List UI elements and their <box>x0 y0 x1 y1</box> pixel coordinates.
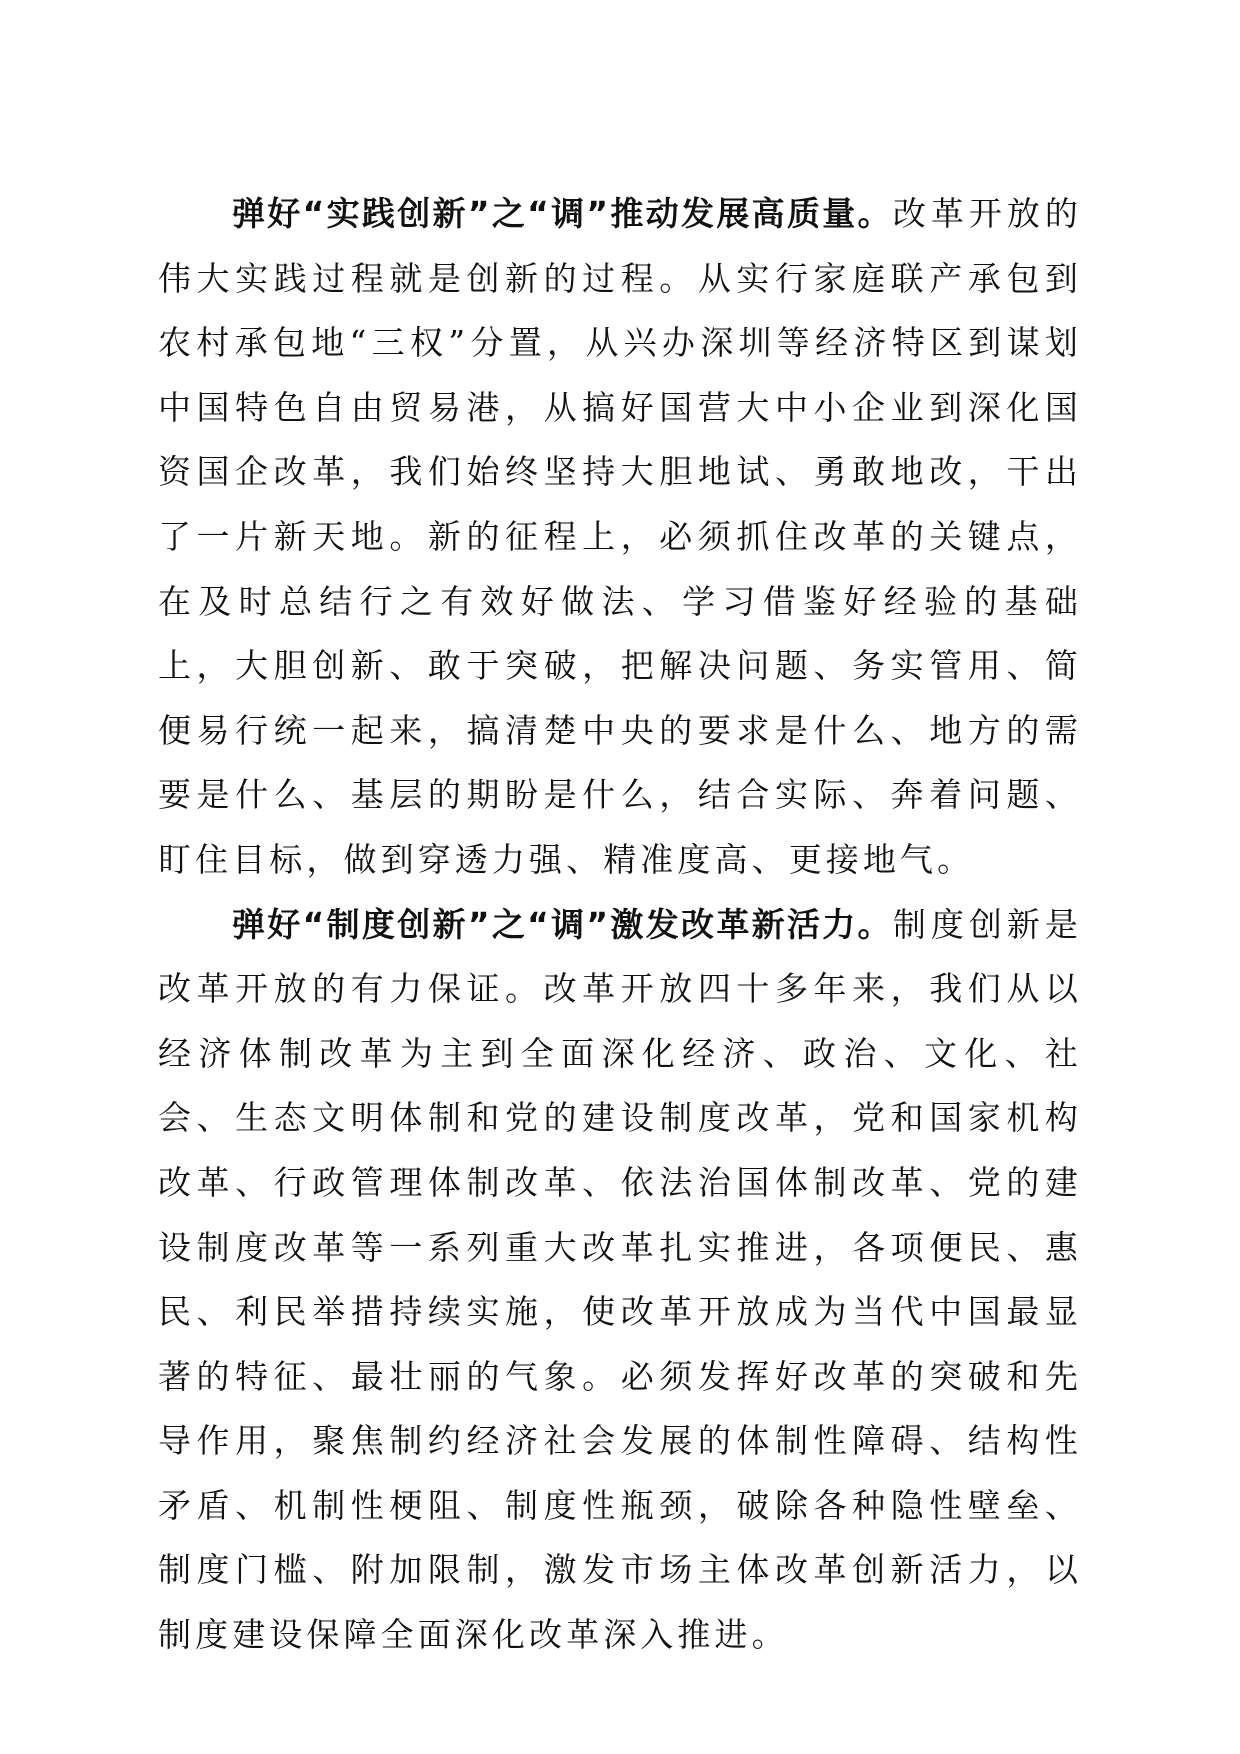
paragraph-heading: 弹好“实践创新”之“调”推动发展高质量。 <box>232 194 893 233</box>
paragraph-heading: 弹好“制度创新”之“调”激发改革新活力。 <box>232 904 893 944</box>
paragraph-practice-innovation <box>158 182 1082 893</box>
document-body <box>158 182 1082 1668</box>
paragraph-institutional-innovation <box>158 893 1082 1668</box>
paragraph-text: 改革开放的伟大实践过程就是创新的过程。从实行家庭联产承包到农村承包地“三权”分置，从兴办深圳等经济特区到谋划中国特色自由贸易港，从搞好国营大中小企业到深化国资国企改革，我们始终坚持大胆地试、勇敢地改，干出了一片新天地。新的征程上，必须抓住改革的关键点，在及时总结行之有效好做法、学习借鉴好经验的基础上，大胆创新、敢于突破，把解决问题、务实管用、简便易行统一起来，搞清楚中央的要求是什么、地方的需要是什么、基层的期盼是什么，结合实际、奔着问题、盯住目标，做到穿透力强、精准度高、更接地气。 <box>158 194 1082 879</box>
paragraph-text: 制度创新是改革开放的有力保证。改革开放四十多年来，我们从以经济体制改革为主到全面深化经济、政治、文化、社会、生态文明体制和党的建设制度改革，党和国家机构改革、行政管理体制改革、依法治国体制改革、党的建设制度改革等一系列重大改革扎实推进，各项便民、惠民、利民举措持续实施，使改革开放成为当代中国最显著的特征、最壮丽的气象。必须发挥好改革的突破和先导作用，聚焦制约经济社会发展的体制性障碍、结构性矛盾、机制性梗阻、制度性瓶颈，破除各种隐性壁垒、制度门槛、附加限制，激发市场主体改革创新活力，以制度建设保障全面深化改革深入推进。 <box>158 904 1082 1655</box>
